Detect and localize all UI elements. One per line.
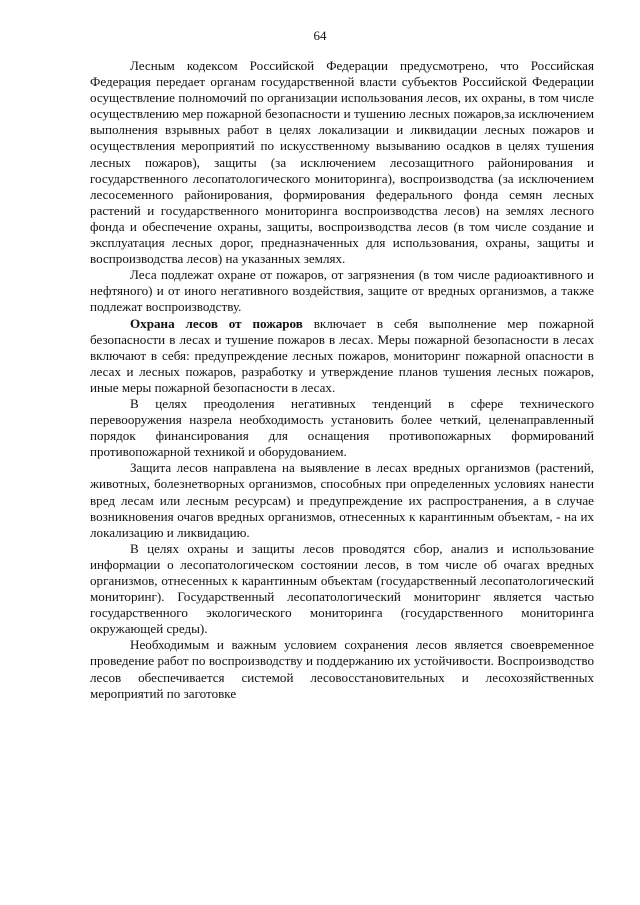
paragraph-text: Лесным кодексом Российской Федерации предусмотрено, что Российская Федерация передает органам государственной власти субъектов Российской Федерации осуществление полномочий по организации использования лесов, их охраны, в том числе осуществлению мер пожарной безопасности и тушению лесных пожаров,за исключением выполнения взрывных работ в целях локализации и ликвидации лесных пожаров и осуществления мероприятий по искусственному вызыванию осадков в целях тушения лесных пожаров), защиты (за исключением лесозащитного районирования и государственного лесопатологического мониторинга), воспроизводства (за исключением лесосеменного районирования, формирования федерального фонда семян лесных растений и государственного мониторинга воспроизводства лесов) на землях лесного фонда и обеспечение охраны, защиты, воспроизводства лесов (в том числе создание и эксплуатация лесных дорог, предназначенных для использования, охраны, защиты и воспроизводства лесов) на указанных землях.	[90, 58, 594, 267]
paragraph	[90, 637, 594, 701]
paragraph	[90, 267, 594, 315]
paragraph-text: Леса подлежат охране от пожаров, от загрязнения (в том числе радиоактивного и нефтяного) и от иного негативного воздействия, защите от вредных организмов, а также подлежат воспроизводству.	[90, 267, 594, 315]
paragraph-text: В целях преодоления негативных тенденций в сфере технического перевооружения назрела необходимость установить более четкий, целенаправленный порядок финансирования для оснащения противопожарных формирований противопожарной техникой и оборудованием.	[90, 395, 594, 460]
paragraph	[90, 460, 594, 540]
paragraph	[90, 58, 594, 267]
paragraph-text: включает в себя выполнение мер пожарной безопасности в лесах и тушение пожаров в лесах. Меры пожарной безопасности в лесах включают в себя: предупреждение лесных пожаров, мониторинг пожарной опасности в лесах и лесных пожаров, разработку и утверждение планов тушения лесных пожаров, иные меры пожарной безопасности в лесах.	[90, 315, 594, 395]
page-number: 64	[313, 28, 327, 43]
paragraph	[90, 541, 594, 638]
paragraph-bold-lead: Охрана лесов от пожаров	[130, 315, 303, 331]
paragraph-text: В целях охраны и защиты лесов проводятся сбор, анализ и использование информации о лесопатологическом состоянии лесов, в том числе об очагах вредных организмов, отнесенных к карантинным объектам (государственный лесопатологический мониторинг). Государственный лесопатологический мониторинг является частью государственного экологического мониторинга (государственного мониторинга окружающей среды).	[90, 540, 594, 637]
document-body	[90, 58, 594, 702]
paragraph-text: Необходимым и важным условием сохранения лесов является своевременное проведение работ по воспроизводству и поддержанию их устойчивости. Воспроизводство лесов обеспечивается системой лесовосстановительных и лесохозяйственных мероприятий по заготовке	[90, 637, 594, 701]
paragraph-text: Защита лесов направлена на выявление в лесах вредных организмов (растений, животных, болезнетворных организмов, способных при определенных условиях нанести вред лесам или лесным ресурсам) и предупреждение их распространения, а в случае возникновения очагов вредных организмов, отнесенных к карантинным объектам, - на их локализацию и ликвидацию.	[90, 460, 594, 540]
paragraph	[90, 316, 594, 396]
paragraph	[90, 396, 594, 460]
